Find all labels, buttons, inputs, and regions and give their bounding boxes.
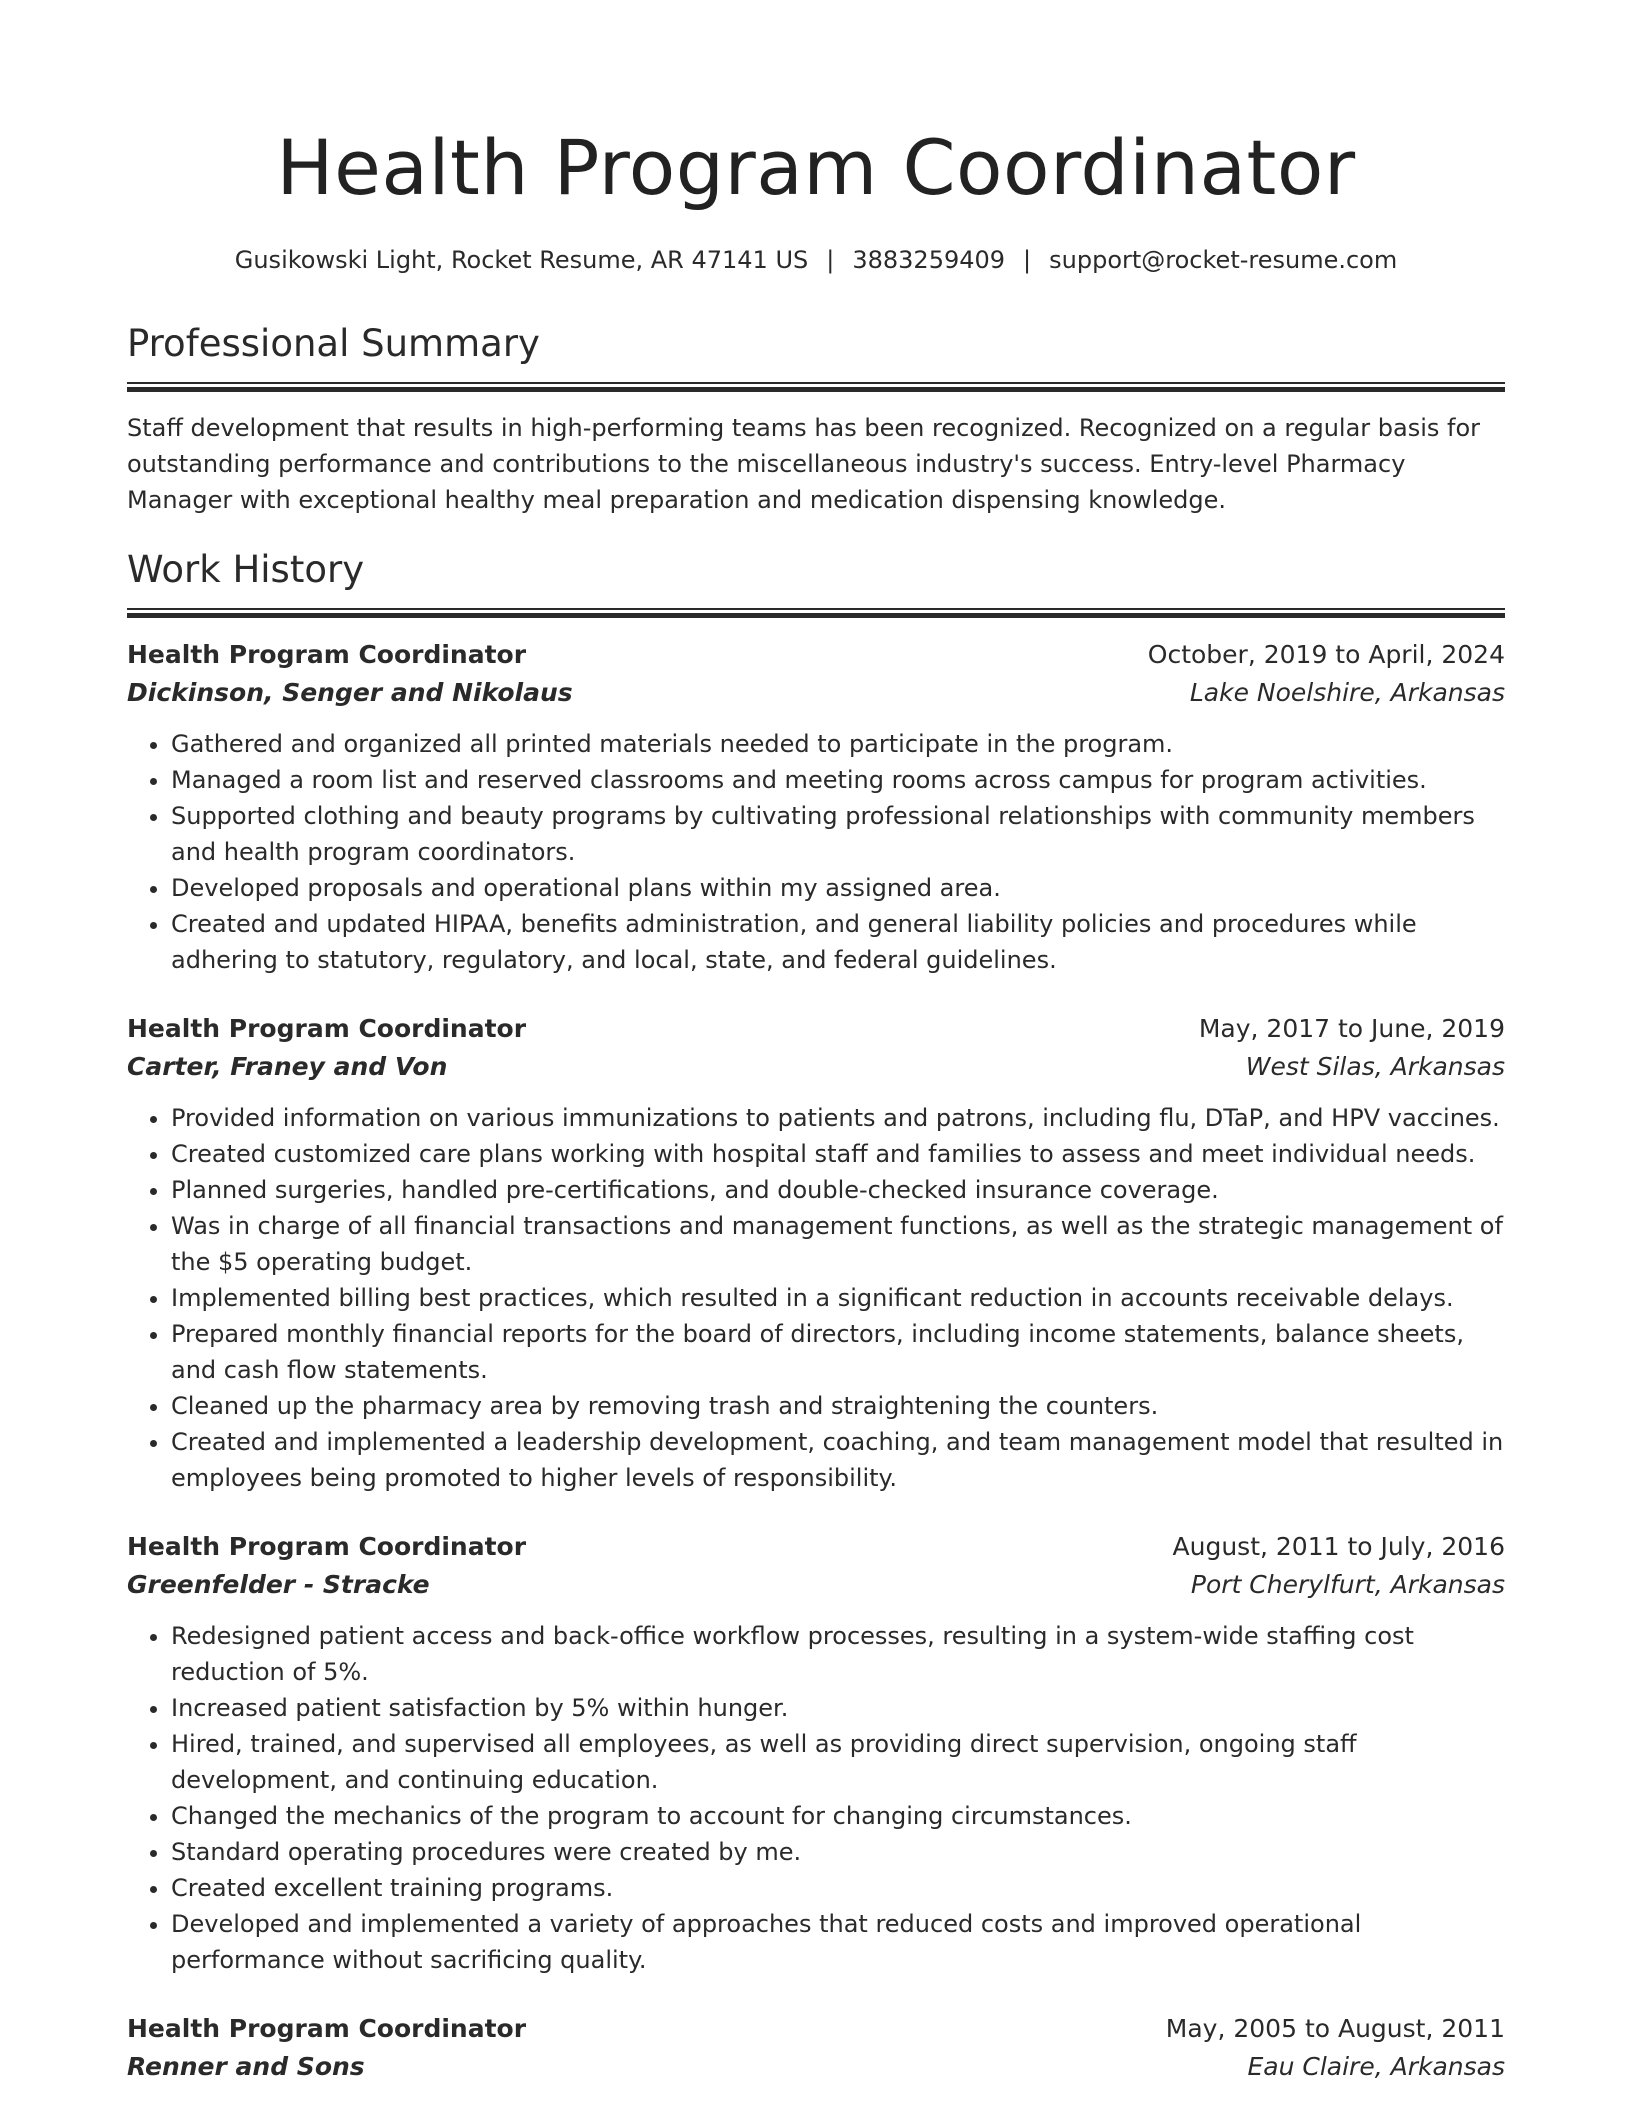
job-bullet: • Developed and implemented a variety of approaches that reduced costs and improved operational performance without sacrificing quality. — [171, 1906, 1505, 1978]
job-entry — [127, 1528, 1505, 1978]
job-bullet: • Created and implemented a leadership development, coaching, and team management model that resulted in employees being promoted to higher levels of responsibility. — [171, 1424, 1505, 1496]
job-bullet: • Provided information on various immunizations to patients and patrons, including flu, DTaP, and HPV vaccines. — [171, 1100, 1505, 1136]
section-divider — [127, 382, 1505, 392]
job-bullet: • Planned surgeries, handled pre-certifications, and double-checked insurance coverage. — [171, 1172, 1505, 1208]
job-entry — [127, 2010, 1505, 2086]
section-title-summary: Professional Summary — [127, 322, 540, 365]
job-header-row — [127, 1528, 1505, 1566]
summary-text: Staff development that results in high-performing teams has been recognized. Recognized on a regular basis for outstanding performance and contributions to the miscellaneous industry's success. Entry-level Pharmacy Manager with exceptional healthy meal preparation and medication dispensing knowledge. — [127, 414, 1481, 514]
job-bullet: • Created excellent training programs. — [171, 1870, 1505, 1906]
job-company-row — [127, 1566, 1505, 1604]
job-bullet-list — [127, 726, 1505, 978]
job-company-row — [127, 674, 1505, 712]
professional-summary-section — [127, 320, 1505, 518]
job-dates: August, 2011 to July, 2016 — [1172, 1532, 1505, 1561]
job-bullet: • Hired, trained, and supervised all employees, as well as providing direct supervision, ongoing staff development, and continuing education. — [171, 1726, 1505, 1798]
job-location: Lake Noelshire, Arkansas — [1189, 678, 1505, 707]
job-company-row — [127, 2048, 1505, 2086]
job-company-row — [127, 1048, 1505, 1086]
job-company: Renner and Sons — [127, 2052, 365, 2081]
job-title: Health Program Coordinator — [127, 640, 527, 669]
job-title: Health Program Coordinator — [127, 1532, 527, 1561]
job-bullet: • Gathered and organized all printed materials needed to participate in the program. — [171, 726, 1505, 762]
job-company: Greenfelder - Stracke — [127, 1570, 430, 1599]
job-company: Carter, Franey and Von — [127, 1052, 448, 1081]
contact-address: Gusikowski Light, Rocket Resume, AR 47141 US — [234, 246, 809, 274]
job-location: West Silas, Arkansas — [1245, 1052, 1505, 1081]
job-location: Port Cherylfurt, Arkansas — [1190, 1570, 1505, 1599]
contact-separator: | — [826, 246, 835, 274]
job-location: Eau Claire, Arkansas — [1247, 2052, 1505, 2081]
job-bullet: • Created customized care plans working with hospital staff and families to assess and meet individual needs. — [171, 1136, 1505, 1172]
job-dates: May, 2005 to August, 2011 — [1165, 2014, 1505, 2043]
job-bullet: • Cleaned up the pharmacy area by removing trash and straightening the counters. — [171, 1388, 1505, 1424]
section-title-work-history: Work History — [127, 548, 365, 591]
job-header-row — [127, 1010, 1505, 1048]
job-header-row — [127, 2010, 1505, 2048]
job-bullet: • Implemented billing best practices, which resulted in a significant reduction in accounts receivable delays. — [171, 1280, 1505, 1316]
job-bullet: • Increased patient satisfaction by 5% within hunger. — [171, 1690, 1505, 1726]
resume-page — [127, 0, 1505, 2086]
contact-separator: | — [1023, 246, 1032, 274]
job-bullet: • Redesigned patient access and back-office workflow processes, resulting in a system-wide staffing cost reduction of 5%. — [171, 1618, 1505, 1690]
job-bullet: • Changed the mechanics of the program to account for changing circumstances. — [171, 1798, 1505, 1834]
job-bullet: • Managed a room list and reserved classrooms and meeting rooms across campus for program activities. — [171, 762, 1505, 798]
job-dates: May, 2017 to June, 2019 — [1198, 1014, 1505, 1043]
job-bullet-list — [127, 1100, 1505, 1496]
job-bullet: • Standard operating procedures were created by me. — [171, 1834, 1505, 1870]
job-title: Health Program Coordinator — [127, 2014, 527, 2043]
job-bullet: • Created and updated HIPAA, benefits administration, and general liability policies and procedures while adhering to statutory, regulatory, and local, state, and federal guidelines. — [171, 906, 1505, 978]
work-history-section — [127, 546, 1505, 2086]
job-header-row — [127, 636, 1505, 674]
job-company: Dickinson, Senger and Nikolaus — [127, 678, 573, 707]
section-divider — [127, 608, 1505, 618]
job-bullet: • Was in charge of all financial transactions and management functions, as well as the strategic management of the $5 operating budget. — [171, 1208, 1505, 1280]
contact-email: support@rocket-resume.com — [1049, 246, 1398, 274]
contact-line — [127, 244, 1505, 276]
job-entry — [127, 636, 1505, 978]
job-bullet: • Supported clothing and beauty programs by cultivating professional relationships with community members and health program coordinators. — [171, 798, 1505, 870]
job-title: Health Program Coordinator — [127, 1014, 527, 1043]
job-entry — [127, 1010, 1505, 1496]
job-bullet: • Developed proposals and operational plans within my assigned area. — [171, 870, 1505, 906]
job-bullet-list — [127, 1618, 1505, 1978]
job-bullet: • Prepared monthly financial reports for the board of directors, including income statements, balance sheets, and cash flow statements. — [171, 1316, 1505, 1388]
job-dates: October, 2019 to April, 2024 — [1147, 640, 1505, 669]
contact-phone: 3883259409 — [852, 246, 1006, 274]
job-list — [127, 636, 1505, 2086]
resume-name: Health Program Coordinator — [276, 123, 1356, 212]
